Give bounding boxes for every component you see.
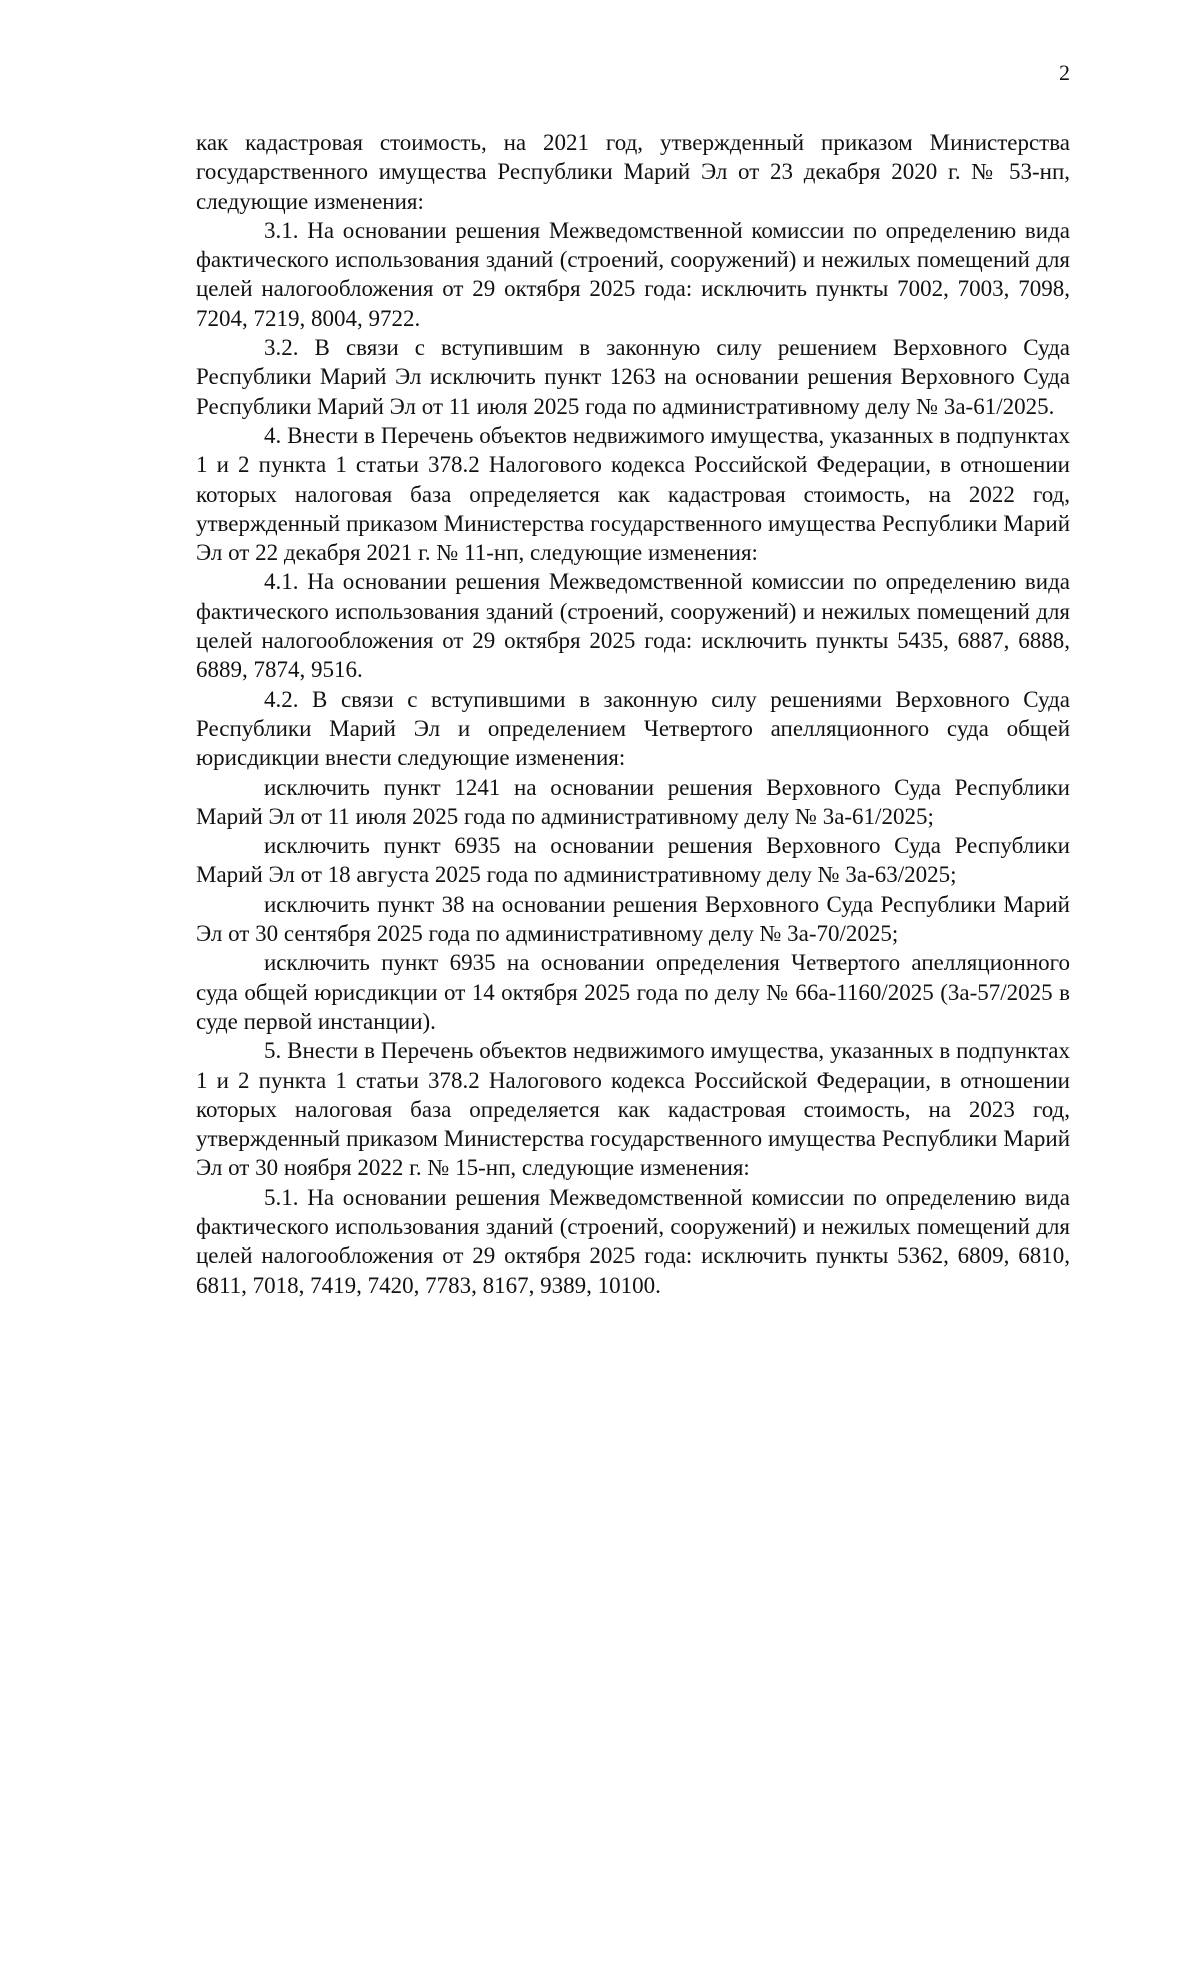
- document-body: [196, 128, 1070, 1300]
- paragraph-5: 5. Внести в Перечень объектов недвижимого имущества, указанных в подпунктах 1 и 2 пункта 1 статьи 378.2 Налогового кодекса Российской Федерации, в отношении которых налоговая база определяется как кадастровая стоимость, на 2023 год, утвержденный приказом Министерства государственного имущества Республики Марий Эл от 30 ноября 2022 г. № 15-нп, следующие изменения:: [196, 1038, 1070, 1181]
- paragraph-4: 4. Внести в Перечень объектов недвижимого имущества, указанных в подпунктах 1 и 2 пункта 1 статьи 378.2 Налогового кодекса Российской Федерации, в отношении которых налоговая база определяется как кадастровая стоимость, на 2022 год, утвержденный приказом Министерства государственного имущества Республики Марий Эл от 22 декабря 2021 г. № 11-нп, следующие изменения:: [196, 422, 1070, 566]
- paragraph-5-1: 5.1. На основании решения Межведомственной комиссии по определению вида фактического использования зданий (строений, сооружений) и нежилых помещений для целей налогообложения от 29 октября 2025 года: исключить пункты 5362, 6809, 6810, 6811, 7018, 7419, 7420, 7783, 8167, 9389, 10100.: [196, 1184, 1070, 1298]
- paragraph-4-1: 4.1. На основании решения Межведомственной комиссии по определению вида фактического использования зданий (строений, сооружений) и нежилых помещений для целей налогообложения от 29 октября 2025 года: исключить пункты 5435, 6887, 6888, 6889, 7874, 9516.: [196, 569, 1070, 683]
- paragraph-3-1: 3.1. На основании решения Межведомственной комиссии по определению вида фактического использования зданий (строений, сооружений) и нежилых помещений для целей налогообложения от 29 октября 2025 года: исключить пункты 7002, 7003, 7098, 7204, 7219, 8004, 9722.: [196, 217, 1070, 331]
- paragraph-4-2-item-4: исключить пункт 6935 на основании определения Четвертого апелляционного суда общей юрисдикции от 14 октября 2025 года по делу № 66а-1160/2025 (3а-57/2025 в суде первой инстанции).: [196, 950, 1070, 1034]
- paragraph-continuation: как кадастровая стоимость, на 2021 год, утвержденный приказом Министерства государственного имущества Республики Марий Эл от 23 декабря 2020 г. № 53-нп, следующие изменения:: [196, 130, 1070, 214]
- paragraph-4-2-item-3: исключить пункт 38 на основании решения Верховного Суда Республики Марий Эл от 30 сентября 2025 года по административному делу № 3а-70/2025;: [196, 891, 1070, 947]
- page-number: 2: [1059, 60, 1070, 85]
- paragraph-4-2-item-2: исключить пункт 6935 на основании решения Верховного Суда Республики Марий Эл от 18 августа 2025 года по административному делу № 3а-63/2025;: [196, 833, 1070, 888]
- paragraph-4-2-item-1: исключить пункт 1241 на основании решения Верховного Суда Республики Марий Эл от 11 июля 2025 года по административному делу № 3а-61/2025;: [196, 774, 1070, 829]
- paragraph-3-2: 3.2. В связи с вступившим в законную силу решением Верховного Суда Республики Марий Эл исключить пункт 1263 на основании решения Верховного Суда Республики Марий Эл от 11 июля 2025 года по административному делу № 3а-61/2025.: [196, 335, 1070, 419]
- paragraph-4-2: 4.2. В связи с вступившими в законную силу решениями Верховного Суда Республики Марий Эл и определением Четвертого апелляционного суда общей юрисдикции внести следующие изменения:: [196, 686, 1070, 771]
